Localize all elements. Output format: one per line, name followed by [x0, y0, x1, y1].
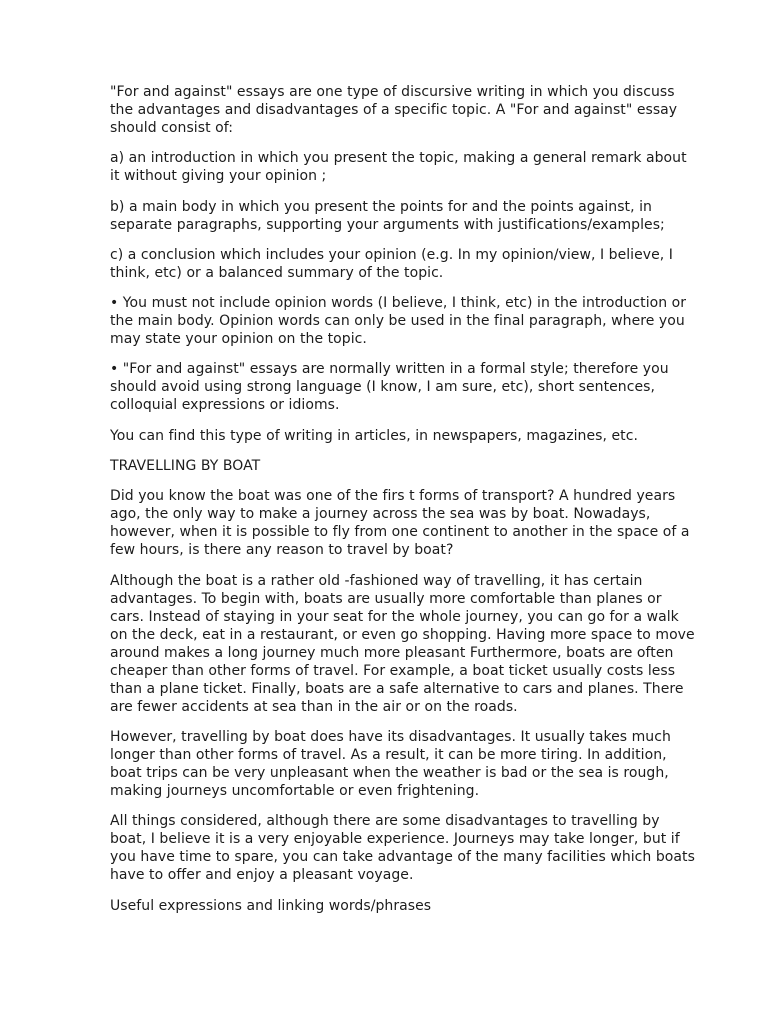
- point-b-paragraph: b) a main body in which you present the points for and the points against, in separate paragraphs, supporting your arguments with justifications/examples;: [110, 198, 665, 233]
- intro-paragraph: "For and against" essays are one type of discursive writing in which you discuss the advantages and disadvantages of a specific topic. A "For and against" essay should consist of:: [110, 84, 678, 136]
- essay-conclusion: All things considered, although there are some disadvantages to travelling by boat, I believe it is a very enjoyable experience. Journeys may take longer, but if you have time to spare, you can take advantage of the many facilities which boats have to offer and enjoy a pleasant voyage.: [110, 813, 695, 884]
- essay-disadvantages: However, travelling by boat does have its disadvantages. It usually takes much longer than other forms of travel. As a result, it can be more tiring. In addition, boat trips can be very unpleasant when the weather is bad or the sea is rough, making journeys uncomfortable or even frightening.: [110, 728, 671, 799]
- essay-title: TRAVELLING BY BOAT: [110, 458, 261, 475]
- essay-introduction: Did you know the boat was one of the firs t forms of transport? A hundred years ago, the only way to make a journey across the sea was by boat. Nowadays, however, when it is possible to fly from one continent to another in the space of a few hours, is there any reason to travel by boat?: [110, 488, 690, 559]
- useful-expressions-heading: Useful expressions and linking words/phrases: [110, 897, 432, 914]
- point-a-paragraph: a) an introduction in which you present the topic, making a general remark about it without giving your opinion ;: [110, 150, 687, 185]
- point-c-paragraph: c) a conclusion which includes your opinion (e.g. In my opinion/view, I believe, I think, etc) or a balanced summary of the topic.: [110, 246, 673, 281]
- essay-advantages: Although the boat is a rather old -fashioned way of travelling, it has certain advantages. To begin with, boats are usually more comfortable than planes or cars. Instead of staying in your seat for the whole journey, you can go for a walk on the deck, eat in a restaurant, or even go shopping. Having more space to move around makes a long journey much more pleasant Furthermore, boats are often cheaper than other forms of travel. For example, a boat ticket usually costs less than a plane ticket. Finally, boats are a safe alternative to cars and planes. There are fewer accidents at sea than in the air or on the roads.: [110, 572, 695, 715]
- bullet-opinion-words: • You must not include opinion words (I believe, I think, etc) in the introduction or the main body. Opinion words can only be used in the final paragraph, where you may state your opinion on the topic.: [110, 295, 687, 348]
- document-page: [110, 83, 700, 927]
- where-to-find-paragraph: You can find this type of writing in articles, in newspapers, magazines, etc.: [110, 427, 638, 444]
- bullet-formal-style: • "For and against" essays are normally written in a formal style; therefore you should avoid using strong language (I know, I am sure, etc), short sentences, colloquial expressions or idioms.: [110, 361, 669, 414]
